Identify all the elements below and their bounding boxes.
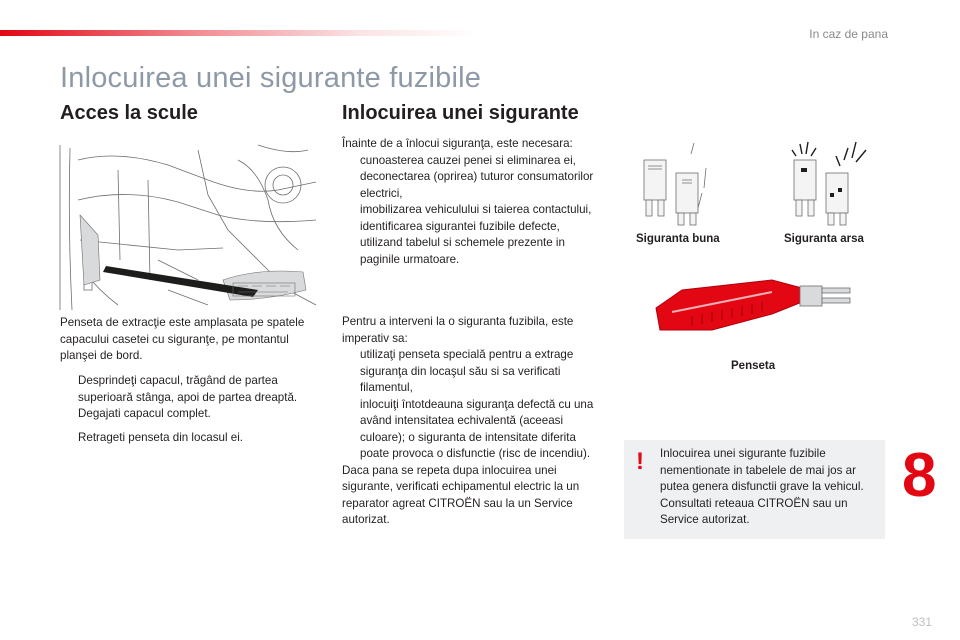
list-item: identificarea sigurantei fuzibile defecte, utilizand tabelul si schemele prezente in paginile urmatoare. (342, 219, 604, 269)
tweezer-illustration (652, 268, 862, 340)
bullet-icon (342, 219, 360, 269)
list-item: utilizaţi penseta specială pentru a extrage siguranţa din locaşul său si sa verificati filamentul, (342, 347, 604, 397)
dashboard-illustration (58, 140, 320, 315)
bullet-icon (342, 202, 360, 219)
left-intro: Penseta de extracţie este amplasata pe spatele capacului casetei cu siguranţe, pe montantul planşei de bord. (60, 316, 305, 362)
bullet-icon (342, 153, 360, 170)
blown-fuse-illustration (786, 138, 876, 228)
bullet-icon (60, 406, 78, 423)
list-item: Retrageti penseta din locasul ei. (60, 430, 322, 447)
fuse-blown-label: Siguranta arsa (784, 233, 864, 245)
warning-text: Inlocuirea unei sigurante fuzibile nementionate in tabelele de mai jos ar putea genera disfunctii grave la vehicul. Consultati reteaua CITROËN sau un Service autorizat. (660, 447, 864, 526)
section-label: In caz de pana (809, 27, 888, 41)
tweezer-label: Penseta (731, 360, 776, 372)
left-last-step (60, 430, 322, 447)
page-number: 331 (912, 615, 933, 629)
list-item: Degajati capacul complet. (60, 406, 322, 423)
left-heading: Acces la scule (60, 102, 198, 124)
closing-note: Daca pana se repeta dupa inlocuirea unei sigurante, verificati echipamentul electric la un reparator agreat CITROËN sau la un Service autorizat. (342, 463, 580, 526)
list-item: cunoasterea cauzei penei si eliminarea ei, (342, 153, 604, 170)
list-item: imobilizarea vehiculului si taierea contactului, (342, 202, 604, 219)
left-steps (60, 373, 322, 423)
prerequisites-intro: Înainte de a înlocui siguranţa, este necesara: (342, 137, 573, 150)
middle-heading: Inlocuirea unei sigurante (342, 102, 579, 124)
good-fuse-illustration (636, 138, 726, 228)
procedure-intro: Pentru a interveni la o siguranta fuzibila, este imperativ sa: (342, 315, 574, 345)
warning-icon: ! (636, 448, 644, 475)
page-title: Inlocuirea unei sigurante fuzibile (60, 62, 482, 94)
bullet-icon (342, 397, 360, 463)
chapter-number: 8 (902, 441, 937, 510)
bullet-icon (342, 347, 360, 397)
header-accent-bar (0, 30, 480, 36)
list-item: inlocuiţi întotdeauna siguranţa defectă cu una având intensitatea echivalentă (aceeasi culoare); o siguranta de intensitate diferita poate provoca o disfunctie (risc de incendiu). (342, 397, 604, 463)
list-item: Desprindeţi capacul, trăgând de partea superioară stânga, apoi de partea dreaptă. (60, 373, 322, 406)
warning-box (624, 440, 885, 539)
bullet-icon (60, 373, 78, 406)
bullet-icon (342, 169, 360, 202)
procedure-block (342, 314, 604, 529)
prerequisites-block (342, 136, 604, 268)
fuse-good-label: Siguranta buna (636, 233, 720, 245)
bullet-icon (60, 430, 78, 447)
list-item: deconectarea (oprirea) tuturor consumatorilor electrici, (342, 169, 604, 202)
